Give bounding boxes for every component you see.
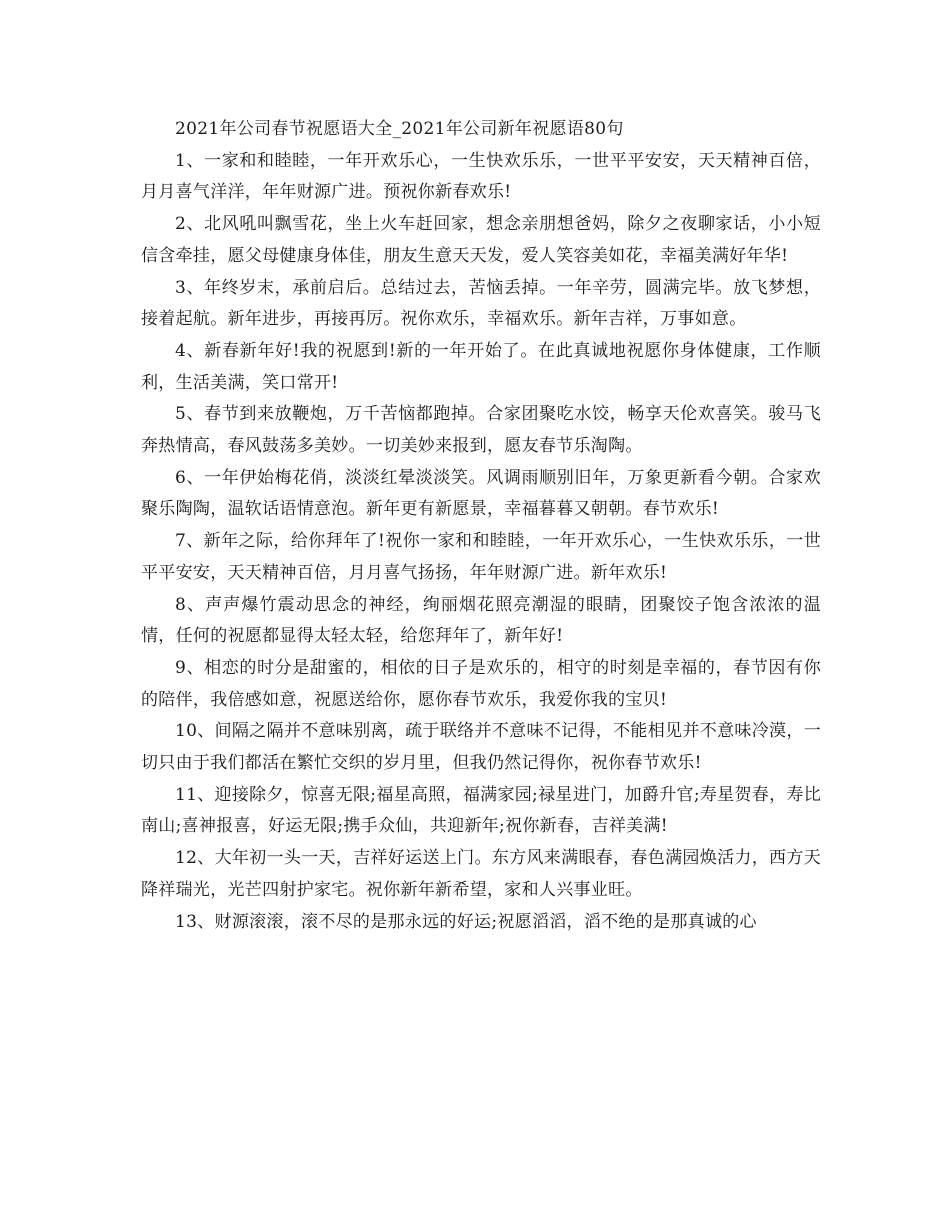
document-body <box>141 114 821 938</box>
paragraph: 12、大年初一头一天，吉祥好运送上门。东方风来满眼春，春色满园焕活力，西方天降祥瑞光，光芒四射护家宅。祝你新年新希望，家和人兴事业旺。 <box>141 848 821 900</box>
paragraph: 1、一家和和睦睦，一年开欢乐心，一生快欢乐乐，一世平平安安，天天精神百倍，月月喜气洋洋，年年财源广进。预祝你新春欢乐! <box>141 150 821 203</box>
paragraph: 4、新春新年好!我的祝愿到!新的一年开始了。在此真诚地祝愿你身体健康，工作顺利，生活美满，笑口常开! <box>141 340 821 393</box>
paragraph: 9、相恋的时分是甜蜜的，相依的日子是欢乐的，相守的时刻是幸福的，春节因有你的陪伴，我倍感如意，祝愿送给你，愿你春节欢乐，我爱你我的宝贝! <box>141 657 821 710</box>
document-title: 2021年公司春节祝愿语大全_2021年公司新年祝愿语80句 <box>175 119 624 139</box>
paragraph: 5、春节到来放鞭炮，万千苦恼都跑掉。合家团聚吃水饺，畅享天伦欢喜笑。骏马飞奔热情高，春风鼓荡多美妙。一切美妙来报到，愿友春节乐淘陶。 <box>141 404 821 457</box>
paragraph: 2、北风吼叫飘雪花，坐上火车赶回家，想念亲朋想爸妈，除夕之夜聊家话，小小短信含牵挂，愿父母健康身体佳，朋友生意天天发，爱人笑容美如花，幸福美满好年华! <box>141 214 821 266</box>
paragraph: 8、声声爆竹震动思念的神经，绚丽烟花照亮潮湿的眼睛，团聚饺子饱含浓浓的温情，任何的祝愿都显得太轻太轻，给您拜年了，新年好! <box>141 594 821 647</box>
paragraph: 7、新年之际，给你拜年了!祝你一家和和睦睦，一年开欢乐心，一生快欢乐乐，一世平平安安，天天精神百倍，月月喜气扬扬，年年财源广进。新年欢乐! <box>141 531 821 583</box>
paragraph: 3、年终岁末，承前启后。总结过去，苦恼丢掉。一年辛劳，圆满完毕。放飞梦想，接着起航。新年进步，再接再厉。祝你欢乐，幸福欢乐。新年吉祥，万事如意。 <box>141 277 821 330</box>
paragraph: 6、一年伊始梅花俏，淡淡红晕淡淡笑。风调雨顺别旧年，万象更新看今朝。合家欢聚乐陶陶，温软话语情意泡。新年更有新愿景，幸福暮暮又朝朝。春节欢乐! <box>141 467 821 520</box>
paragraph: 10、间隔之隔并不意味别离，疏于联络并不意味不记得，不能相见并不意味冷漠，一切只由于我们都活在繁忙交织的岁月里，但我仍然记得你，祝你春节欢乐! <box>141 721 821 774</box>
paragraph: 13、财源滚滚，滚不尽的是那永远的好运;祝愿滔滔，滔不绝的是那真诚的心 <box>175 911 757 932</box>
paragraph: 11、迎接除夕，惊喜无限;福星高照，福满家园;禄星进门，加爵升官;寿星贺春，寿比南山;喜神报喜，好运无限;携手众仙，共迎新年;祝你新春，吉祥美满! <box>141 784 821 837</box>
